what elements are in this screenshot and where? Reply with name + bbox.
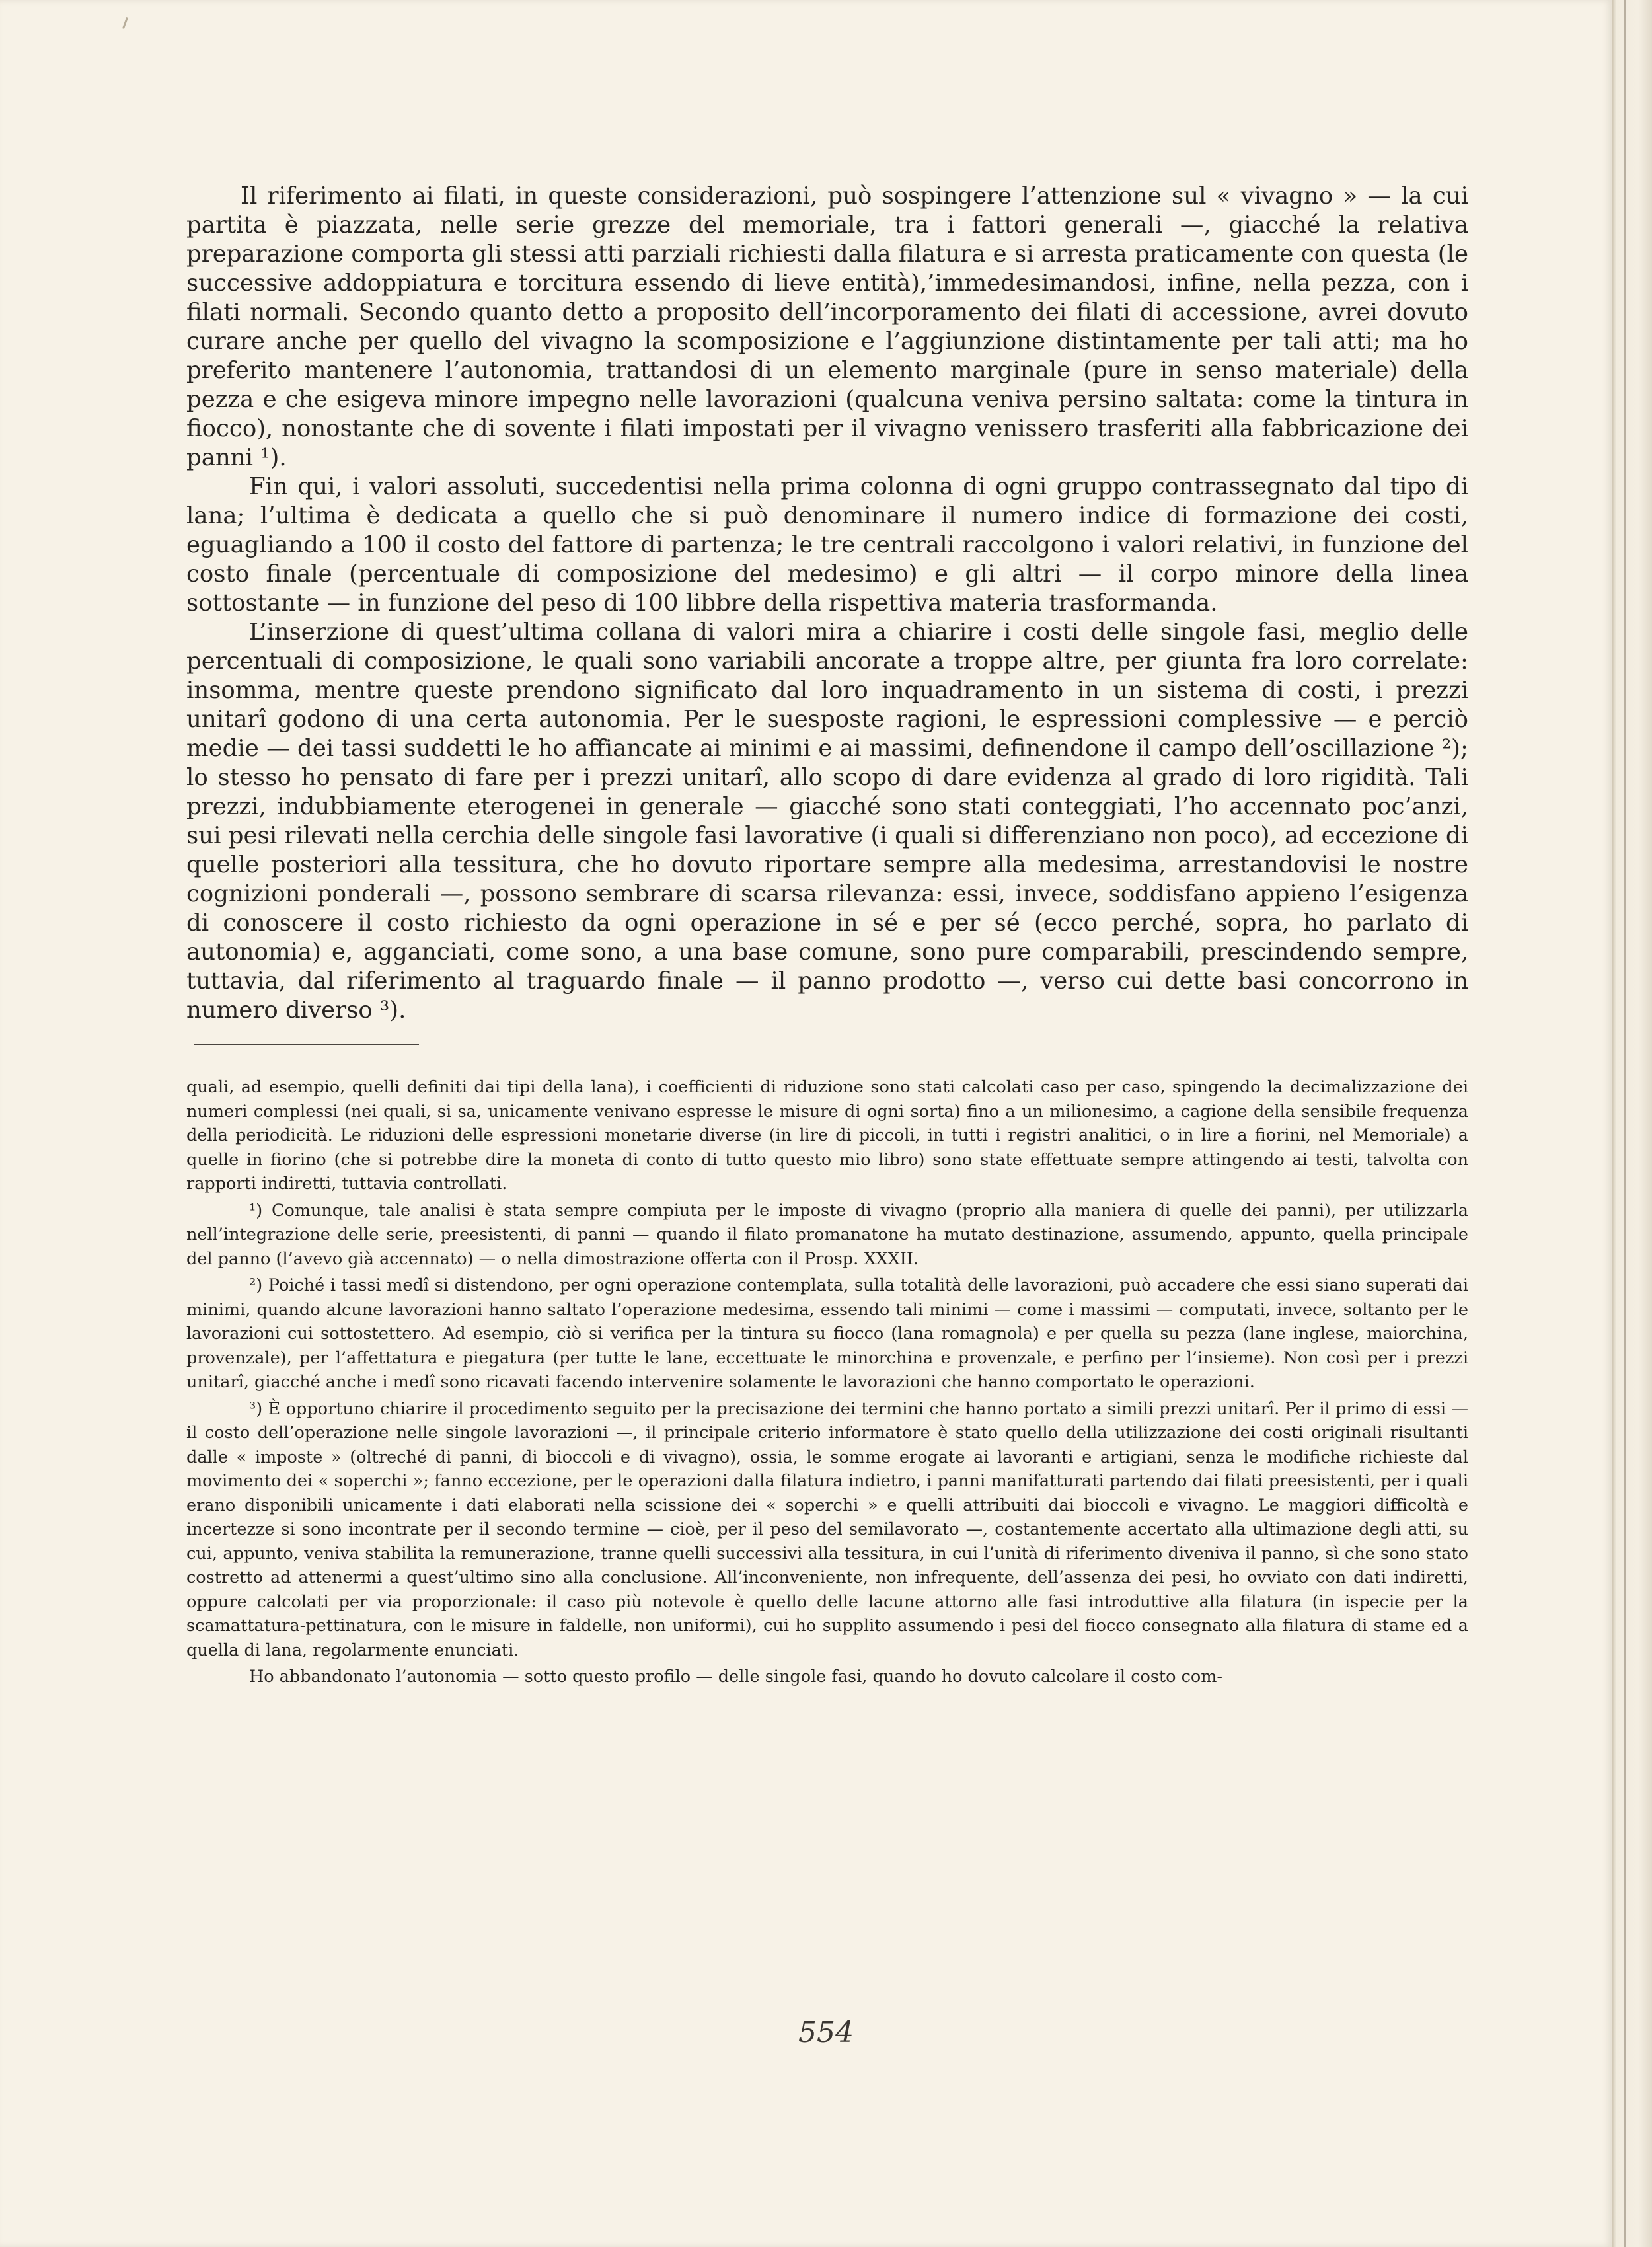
footnotes <box>186 1075 1468 1689</box>
footnote-1: ¹) Comunque, tale analisi è stata sempre compiuta per le imposte di vivagno (proprio alla maniera di quelle dei panni), per utilizzarla nell’integrazione delle serie, preesistenti, di panni — quando il filato promanatone ha mutato destinazione, assumendo, appunto, quella principale del panno (l’avevo già accennato) — o nella dimostrazione offerta con il Prosp. XXXII. <box>186 1200 1468 1269</box>
main-paragraph-3: L’inserzione di quest’ultima collana di valori mira a chiarire i costi delle singole fasi, meglio delle percentuali di composizione, le quali sono variabili ancorate a troppe altre, per giunta fra loro correlate: insomma, mentre queste prendono significato dal loro inquadramento in un sistema di costi, i prezzi unitarî godono di una certa autonomia. Per le suesposte ragioni, le espressioni complessive — e perciò medie — dei tassi suddetti le ho affiancate ai minimi e ai massimi, definendone il campo dell’oscillazione ²); lo stesso ho pensato di fare per i prezzi unitarî, allo scopo di dare evidenza al grado di loro rigidità. Tali prezzi, indubbiamente eterogenei in generale — giacché sono stati conteggiati, l’ho accennato poc’anzi, sui pesi rilevati nella cerchia delle singole fasi lavorative (i quali si differenziano non poco), ad eccezione di quelle posteriori alla tessitura, che ho dovuto riportare sempre alla medesima, arrestandovisi le nostre cognizioni ponderali —, possono sembrare di scarsa rilevanza: essi, invece, soddisfano appieno l’esigenza di conoscere il costo richiesto da ogni operazione in sé e per sé (ecco perché, sopra, ho parlato di autonomia) e, agganciati, come sono, a una base comune, sono pure comparabili, prescindendo sempre, tuttavia, dal riferimento al traguardo finale — il panno prodotto —, verso cui dette basi concorrono in numero diverso ³). <box>186 619 1468 1024</box>
footnote-continuation: quali, ad esempio, quelli definiti dai tipi della lana), i coefficienti di riduzione sono stati calcolati caso per caso, spingendo la decimalizzazione dei numeri complessi (nei quali, si sa, unicamente venivano espresse le misure di ogni sorta) fino a un milionesimo, a cagione della sensibile frequenza della periodicità. Le riduzioni delle espressioni monetarie diverse (in lire di piccoli, in tutti i registri analitici, o in lire a fiorini, nel Memoriale) a quelle in fiorino (che si potrebbe dire la moneta di conto di tutto questo mio libro) sono state effettuate sempre attingendo ai testi, talvolta con rapporti indiretti, tuttavia controllati. <box>186 1077 1468 1194</box>
footnote-separator <box>194 1044 419 1045</box>
page-gutter-edge <box>1612 0 1652 2247</box>
footnote-2: ²) Poiché i tassi medî si distendono, per ogni operazione contemplata, sulla totalità delle lavorazioni, può accadere che essi siano superati dai minimi, quando alcune lavorazioni hanno saltato l’operazione medesima, essendo tali minimi — come i massimi — computati, invece, soltanto per le lavorazioni cui sottostettero. Ad esempio, ciò si verifica per la tintura su fiocco (lana romagnola) e per quella su pezza (lane inglese, maiorchina, provenzale), per l’affettatura e piegatura (per tutte le lane, eccettuate le minorchina e provenzale, e perfino per l’insieme). Non così per i prezzi unitarî, giacché anche i medî sono ricavati facendo intervenire solamente le lavorazioni che hanno comportato le operazioni. <box>186 1276 1468 1392</box>
page-content <box>186 182 1468 1689</box>
footnote-3: ³) È opportuno chiarire il procedimento seguito per la precisazione dei termini che hanno portato a simili prezzi unitarî. Per il primo di essi — il costo dell’operazione nelle singole lavorazioni —, il principale criterio informatore è stato quello della utilizzazione dei costi originali risultanti dalle « imposte » (oltreché di panni, di bioccoli e di vivagno), ossia, le somme erogate ai lavoranti e artigiani, senza le modifiche richieste dal movimento dei « soperchi »; fanno eccezione, per le operazioni dalla filatura indietro, i panni manifatturati partendo dai filati preesistenti, per i quali erano disponibili unicamente i dati elaborati nella scissione dei « soperchi » e quelli attribuiti dai bioccoli e vivagno. Le maggiori difficoltà e incertezze si sono incontrate per il secondo termine — cioè, per il peso del semilavorato —, costantemente accertato alla ultimazione degli atti, su cui, appunto, veniva stabilita la remunerazione, tranne quelli successivi alla tessitura, in cui l’unità di riferimento diveniva il panno, sì che sono stato costretto ad attenermi a quest’ultimo sino alla conclusione. All’inconveniente, non infrequente, dell’assenza dei pesi, ho ovviato con dati indiretti, oppure calcolati per via proporzionale: il caso più notevole è quello delle lacune attorno alle fasi introduttive alla filatura (in ispecie per la scamattatura-pettinatura, con le misure in faldelle, non uniformi), cui ho supplito assumendo i pesi del fiocco consegnato alla filatura di stame ed a quella di lana, regolarmente enunciati. <box>186 1398 1468 1660</box>
footnote-final-line: Ho abbandonato l’autonomia — sotto questo profilo — delle singole fasi, quando ho dovuto calcolare il costo com- <box>249 1667 1223 1687</box>
main-paragraph-1: Il riferimento ai filati, in queste considerazioni, può sospingere l’attenzione sul « vivagno » — la cui partita è piazzata, nelle serie grezze del memoriale, tra i fattori generali —, giacché la relativa preparazione comporta gli stessi atti parziali richiesti dalla filatura e si arresta praticamente con questa (le successive addoppiatura e torcitura essendo di lieve entità),’immedesimandosi, infine, nella pezza, con i filati normali. Secondo quanto detto a proposito dell’incorporamento dei filati di accessione, avrei dovuto curare anche per quello del vivagno la scomposizione e l’aggiunzione distintamente per tali atti; ma ho preferito mantenere l’autonomia, trattandosi di un elemento marginale (pure in senso materiale) della pezza e che esigeva minore impegno nelle lavorazioni (qualcuna veniva persino saltata: come la tintura in fiocco), nonostante che di sovente i filati impostati per il vivagno venissero trasferiti alla fabbricazione dei panni ¹). <box>186 182 1468 471</box>
page-number: 554 <box>798 2016 854 2049</box>
main-paragraph-2: Fin qui, i valori assoluti, succedentisi nella prima colonna di ogni gruppo contrassegnato dal tipo di lana; l’ultima è dedicata a quello che si può denominare il numero indice di formazione dei costi, eguagliando a 100 il costo del fattore di partenza; le tre centrali raccolgono i valori relativi, in funzione del costo finale (percentuale di composizione del medesimo) e gli altri — il corpo minore della linea sottostante — in funzione del peso di 100 libbre della rispettiva materia trasformanda. <box>186 473 1468 617</box>
main-text <box>186 182 1468 1025</box>
binding-line <box>1624 0 1626 2247</box>
